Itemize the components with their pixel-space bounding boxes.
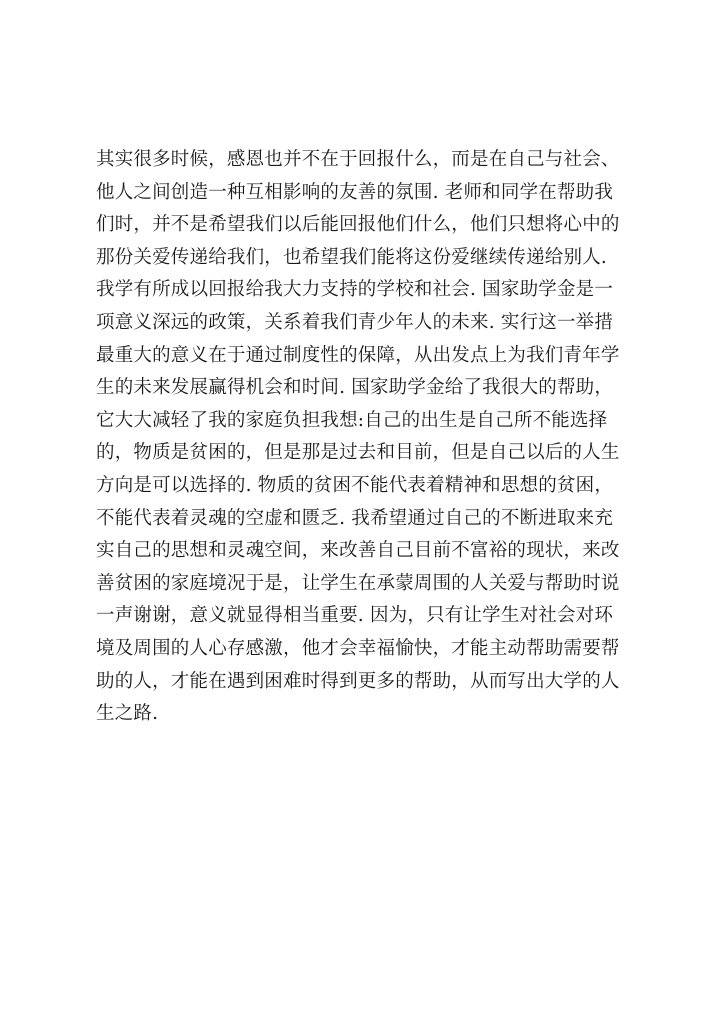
- text-line: 助的人，才能在遇到困难时得到更多的帮助，从而写出大学的人: [96, 670, 620, 692]
- text-line: 不能代表着灵魂的空虚和匮乏. 我希望通过自己的不断进取来充: [96, 507, 614, 529]
- text-line: 生的未来发展赢得机会和时间. 国家助学金给了我很大的帮助，: [96, 377, 614, 399]
- text-line: 们时，并不是希望我们以后能回报他们什么，他们只想将心中的: [96, 214, 620, 236]
- text-line: 其实很多时候，感恩也并不在于回报什么，而是在自己与社会、: [96, 149, 620, 170]
- text-line: 它大大减轻了我的家庭负担我想:自己的出生是自己所不能选择: [96, 409, 608, 431]
- text-line: 最重大的意义在于通过制度性的保障，从出发点上为我们青年学: [96, 344, 620, 366]
- text-line: 他人之间创造一种互相影响的友善的氛围. 老师和同学在帮助我: [96, 181, 614, 203]
- text-line: 善贫困的家庭境况于是，让学生在承蒙周围的人关爱与帮助时说: [96, 572, 620, 594]
- text-line: 方向是可以选择的. 物质的贫困不能代表着精神和思想的贫困，: [96, 474, 614, 496]
- text-line: 那份关爱传递给我们，也希望我们能将这份爱继续传递给别人.: [96, 246, 607, 268]
- text-line: 项意义深远的政策，关系着我们青少年人的未来. 实行这一举措: [96, 311, 614, 333]
- text-line: 实自己的思想和灵魂空间，来改善自己目前不富裕的现状，来改: [96, 540, 620, 562]
- text-line: 我学有所成以回报给我大力支持的学校和社会. 国家助学金是一: [96, 279, 614, 301]
- text-line: 境及周围的人心存感激，他才会幸福愉快，才能主动帮助需要帮: [96, 637, 620, 659]
- text-line: 一声谢谢，意义就显得相当重要. 因为，只有让学生对社会对环: [96, 605, 614, 627]
- text-line: 的，物质是贫困的，但是那是过去和目前，但是自己以后的人生: [96, 442, 620, 464]
- text-line: 生之路.: [96, 703, 159, 725]
- essay-paragraph: [96, 144, 656, 731]
